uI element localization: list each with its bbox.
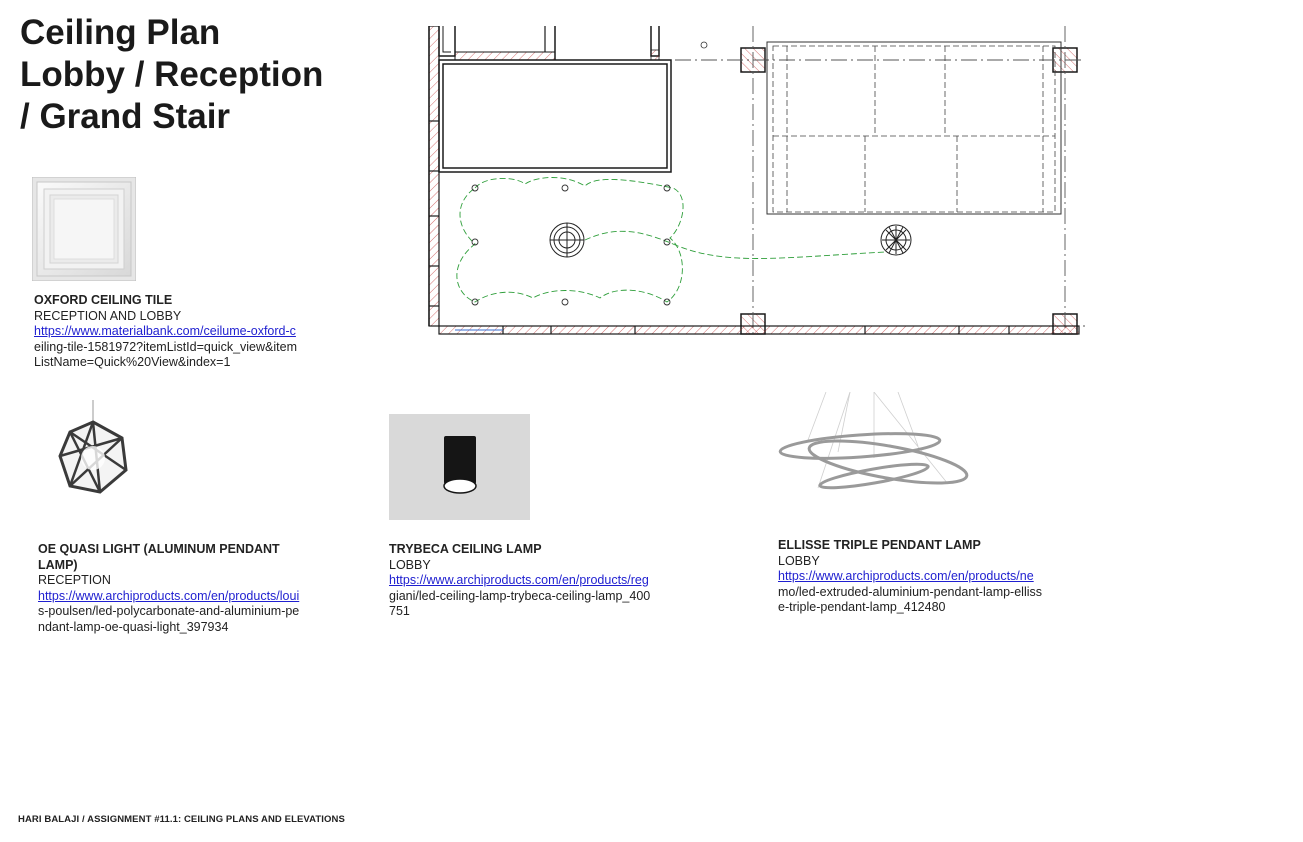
product-link[interactable]: https://www.archiproducts.com/en/products/ne	[778, 569, 1034, 583]
link-continuation: giani/led-ceiling-lamp-trybeca-ceiling-lamp_400	[389, 588, 651, 603]
oxford-ceiling-tile-spec	[34, 293, 304, 371]
page-title	[20, 12, 323, 138]
link-continuation: e-triple-pendant-lamp_412480	[778, 600, 946, 614]
title-line-2: Lobby / Reception	[20, 55, 324, 94]
link-continuation: mo/led-extruded-aluminium-pendant-lamp-elliss	[778, 584, 1043, 599]
link-continuation: ListName=Quick%20View&index=1	[34, 355, 231, 369]
oe-quasi-light-image	[52, 400, 136, 500]
item-location: RECEPTION	[38, 573, 111, 587]
link-continuation: 751	[389, 604, 410, 618]
item-name: OE QUASI LIGHT (ALUMINUM PENDANT	[38, 542, 280, 556]
oe-quasi-light-spec	[38, 542, 303, 635]
item-location: LOBBY	[778, 553, 820, 568]
title-line-3: / Grand Stair	[20, 97, 231, 136]
trybeca-ceiling-lamp-image	[389, 414, 530, 520]
link-continuation: eiling-tile-1581972?itemListId=quick_view&item	[34, 339, 297, 354]
item-name-continued: LAMP)	[38, 557, 78, 572]
trybeca-ceiling-lamp-spec	[389, 542, 659, 620]
product-link[interactable]: https://www.archiproducts.com/en/products/reg	[389, 573, 649, 587]
ceiling-plan-drawing	[425, 26, 1085, 338]
item-name: ELLISSE TRIPLE PENDANT LAMP	[778, 538, 981, 552]
title-line-1: Ceiling Plan	[20, 13, 221, 52]
link-continuation: s-poulsen/led-polycarbonate-and-aluminium-pe	[38, 604, 300, 618]
product-link[interactable]: https://www.archiproducts.com/en/products/loui	[38, 588, 300, 603]
ellisse-triple-pendant-image	[778, 392, 970, 500]
pendant-symbol	[550, 223, 584, 257]
item-name: TRYBECA CEILING LAMP	[389, 542, 542, 556]
product-link[interactable]: https://www.materialbank.com/ceilume-oxford-c	[34, 324, 296, 338]
item-location: LOBBY	[389, 557, 431, 572]
item-location: RECEPTION AND LOBBY	[34, 308, 182, 323]
footer-credit: HARI BALAJI / ASSIGNMENT #11.1: CEILING PLANS AND ELEVATIONS	[18, 814, 345, 825]
ellisse-triple-pendant-spec	[778, 538, 1053, 616]
link-continuation: ndant-lamp-oe-quasi-light_397934	[38, 619, 229, 634]
item-name: OXFORD CEILING TILE	[34, 293, 173, 307]
ceiling-tile-image	[32, 177, 136, 281]
